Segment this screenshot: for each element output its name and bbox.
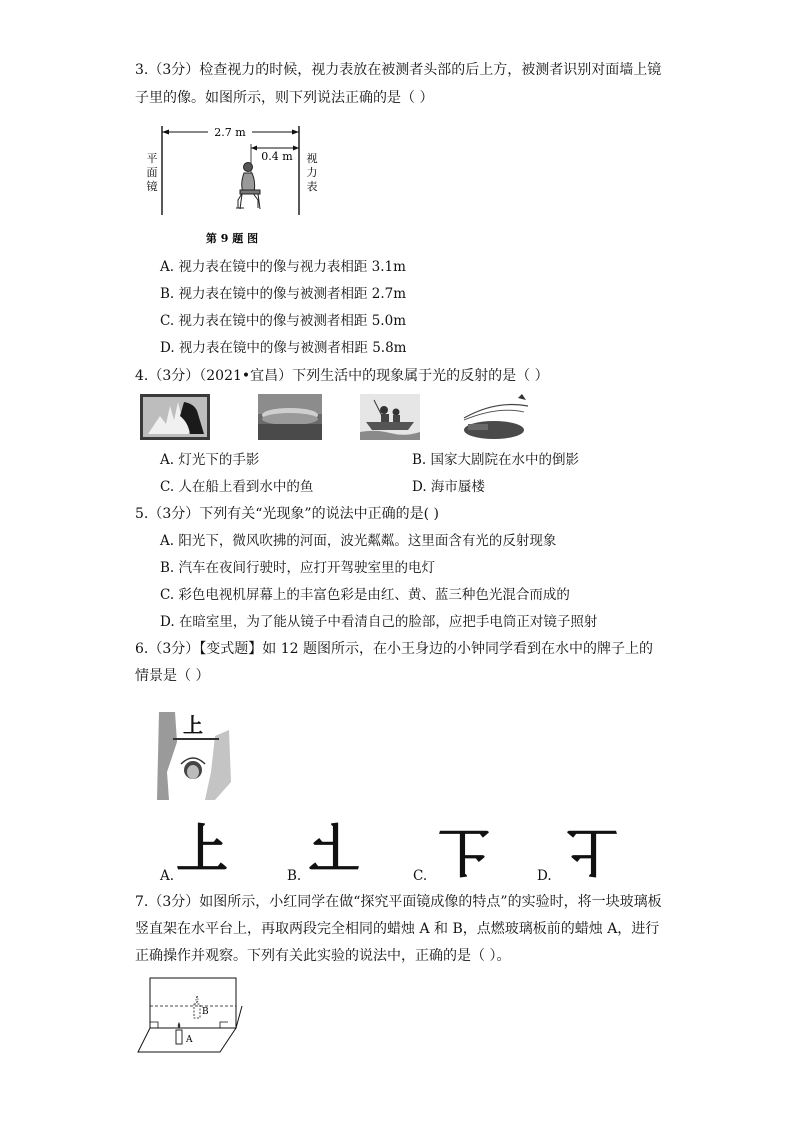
arrow-right-icon	[293, 146, 299, 151]
q6-stem-line1: 6.（3分）【变式题】如 12 题图所示，在小王身边的小钟同学看到在水中的牌子上的	[135, 641, 653, 657]
q6-option-b-char[interactable]: 上	[308, 820, 361, 880]
q4-option-b[interactable]: B. 国家大剧院在水中的倒影	[412, 452, 580, 468]
q4-option-d[interactable]: D. 海市蜃楼	[412, 479, 485, 495]
mirror-label-char: 镜	[146, 180, 158, 193]
mirror-label-char: 面	[146, 166, 158, 179]
arrow-left-icon	[251, 146, 257, 151]
q3-option-a[interactable]: A. 视力表在镜中的像与视力表相距 3.1m	[160, 259, 406, 275]
seated-person-icon	[236, 163, 260, 210]
arrow-right-icon	[292, 130, 299, 135]
q3-stem-line2: 子里的像。如图所示，则下列说法正确的是（ ）	[135, 90, 434, 106]
glass-plate	[150, 978, 236, 1028]
dim-total-label: 2.7 m	[214, 126, 246, 139]
q6-option-d-label[interactable]: D.	[537, 868, 552, 884]
q3-option-d[interactable]: D. 视力表在镜中的像与被测者相距 5.8m	[160, 340, 407, 356]
q4-option-c[interactable]: C. 人在船上看到水中的鱼	[160, 479, 314, 495]
q3-option-c[interactable]: C. 视力表在镜中的像与被测者相距 5.0m	[160, 313, 406, 329]
chart-label-char: 视	[306, 152, 318, 165]
boat-fish-image	[360, 394, 420, 440]
q5-option-d[interactable]: D. 在暗室里，为了能从镜子中看清自己的脸部，应把手电筒正对镜子照射	[160, 614, 598, 630]
q7-stem-line1: 7.（3分）如图所示，小红同学在做“探究平面镜成像的特点”的实验时，将一块玻璃板	[135, 894, 662, 910]
q3-figure-caption: 第 9 题 图	[205, 232, 259, 245]
arrow-left-icon	[162, 130, 169, 135]
q4-option-a[interactable]: A. 灯光下的手影	[160, 452, 260, 468]
candle-a-icon	[176, 1030, 182, 1044]
chart-label-char: 力	[306, 166, 318, 179]
q7-stem-line2: 竖直架在水平台上，再取两段完全相同的蜡烛 A 和 B，点燃玻璃板前的蜡烛 A，进行	[135, 921, 660, 937]
q5-stem: 5.（3分）下列有关“光现象”的说法中正确的是( )	[135, 506, 439, 522]
q6-option-b-label[interactable]: B.	[287, 868, 302, 884]
q7-figure	[136, 972, 246, 1056]
q4-stem: 4.（3分）（2021•宜昌）下列生活中的现象属于光的反射的是（ ）	[135, 368, 549, 384]
dim-part-label: 0.4 m	[261, 150, 293, 163]
q6-stem-line2: 情景是（ ）	[135, 668, 210, 684]
mirror-label-char: 平	[146, 152, 158, 165]
q6-option-d-char[interactable]: 上	[566, 820, 619, 880]
sign-char: 上	[183, 713, 203, 737]
q7-stem-line3: 正确操作并观察。下列有关此实验的说法中，正确的是（ ）。	[135, 948, 511, 964]
q5-option-b[interactable]: B. 汽车在夜间行驶时，应打开驾驶室里的电灯	[160, 560, 436, 576]
chart-label-char: 表	[306, 180, 318, 193]
mirage-image	[462, 392, 530, 440]
q3-option-b[interactable]: B. 视力表在镜中的像与被测者相距 2.7m	[160, 286, 407, 302]
theater-reflection-image	[258, 394, 322, 440]
q6-option-a-char[interactable]: 上	[176, 820, 229, 880]
q6-option-c-char[interactable]: 上	[438, 820, 491, 880]
q6-figure	[155, 712, 235, 800]
q5-option-a[interactable]: A. 阳光下，微风吹拂的河面，波光粼粼。这里面含有光的反射现象	[160, 533, 557, 549]
hand-shadow-image	[140, 394, 210, 440]
q6-option-c-label[interactable]: C.	[413, 868, 428, 884]
q3-stem-line1: 3.（3分）检查视力的时候，视力表放在被测者头部的后上方，被测者识别对面墙上镜	[135, 62, 662, 78]
q5-option-c[interactable]: C. 彩色电视机屏幕上的丰富色彩是由红、黄、蓝三种色光混合而成的	[160, 587, 570, 603]
candle-a-label: A	[186, 1035, 193, 1045]
q6-option-a-label[interactable]: A.	[160, 868, 175, 884]
candle-b-label: B	[202, 1007, 209, 1017]
q3-figure	[140, 120, 340, 250]
